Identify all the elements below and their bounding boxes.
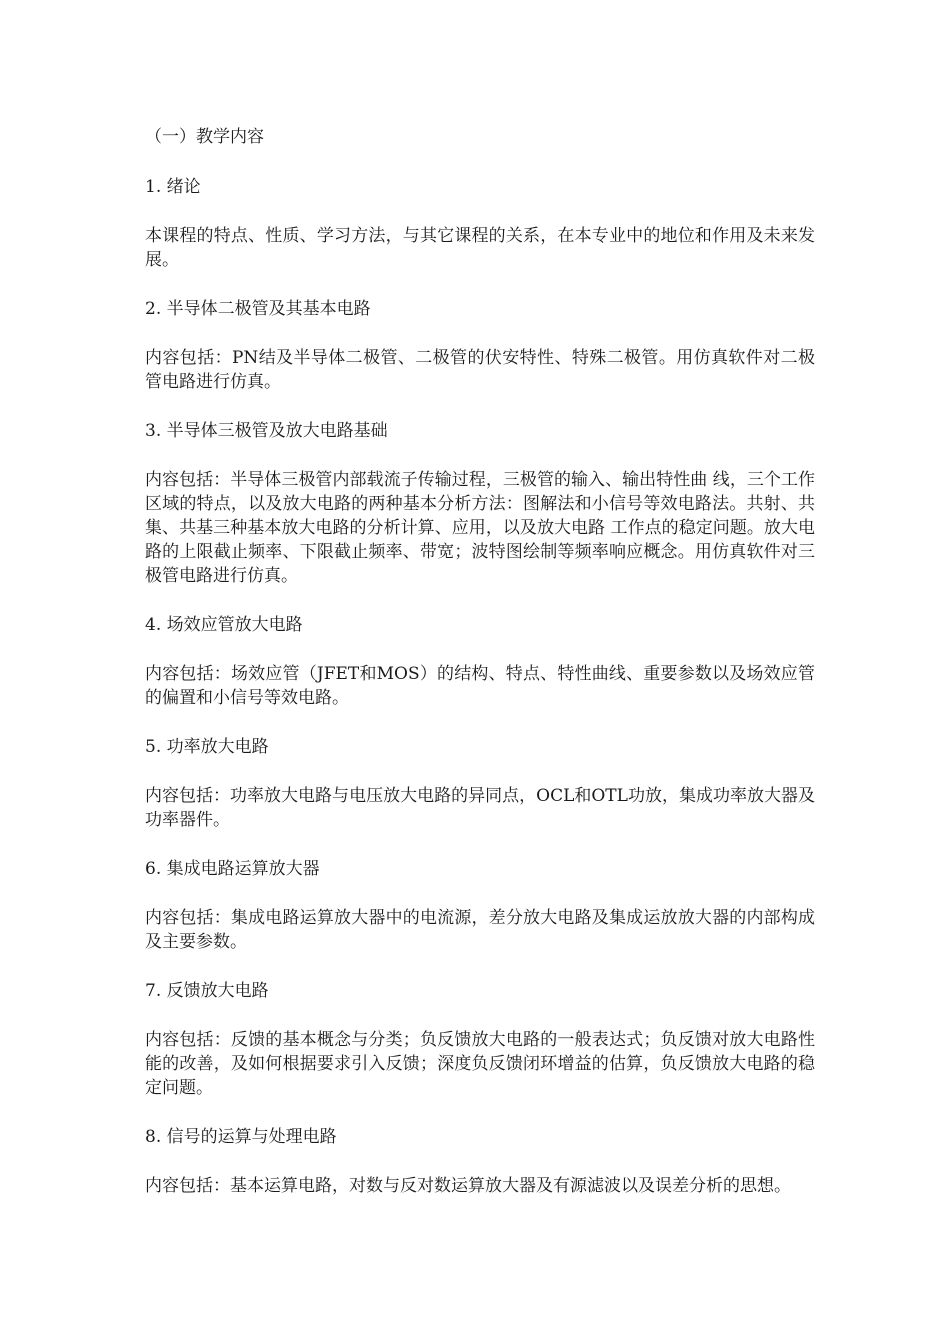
section-title-4: 4. 场效应管放大电路 <box>145 615 303 635</box>
section-title-6: 6. 集成电路运算放大器 <box>145 859 320 879</box>
section-body-5: 内容包括：功率放大电路与电压放大电路的异同点，OCL和OTL功放，集成功率放大器及功率器件。 <box>145 786 815 830</box>
section-body-8: 内容包括：基本运算电路，对数与反对数运算放大器及有源滤波以及误差分析的思想。 <box>145 1176 791 1196</box>
section-body-2: 内容包括：PN结及半导体二极管、二极管的伏安特性、特殊二极管。用仿真软件对二极管电路进行仿真。 <box>145 348 815 392</box>
section-body-6: 内容包括：集成电路运算放大器中的电流源，差分放大电路及集成运放放大器的内部构成及主要参数。 <box>145 908 815 952</box>
section-body-4: 内容包括：场效应管（JFET和MOS）的结构、特点、特性曲线、重要参数以及场效应管的偏置和小信号等效电路。 <box>145 664 815 708</box>
section-title-1: 1. 绪论 <box>145 177 201 197</box>
page-heading: （一）教学内容 <box>145 127 264 147</box>
section-title-2: 2. 半导体二极管及其基本电路 <box>145 299 371 319</box>
section-title-7: 7. 反馈放大电路 <box>145 981 269 1001</box>
section-body-3: 内容包括：半导体三极管内部载流子传输过程，三极管的输入、输出特性曲 线，三个工作区域的特点，以及放大电路的两种基本分析方法：图解法和小信号等效电路法。共射、共集、共基三种基本放大电路的分析计算、应用，以及放大电路 工作点的稳定问题。放大电路的上限截止频率、下限截止频率、带宽；波特图绘制等频率响应概念。用仿真软件对三极管电路进行仿真。 <box>145 470 815 586</box>
section-body-1: 本课程的特点、性质、学习方法，与其它课程的关系，在本专业中的地位和作用及未来发展。 <box>145 226 815 270</box>
section-title-5: 5. 功率放大电路 <box>145 737 269 757</box>
section-title-8: 8. 信号的运算与处理电路 <box>145 1127 337 1147</box>
section-body-7: 内容包括：反馈的基本概念与分类；负反馈放大电路的一般表达式；负反馈对放大电路性能的改善，及如何根据要求引入反馈；深度负反馈闭环增益的估算，负反馈放大电路的稳定问题。 <box>145 1030 815 1098</box>
section-title-3: 3. 半导体三极管及放大电路基础 <box>145 421 388 441</box>
document-page <box>145 124 815 1222</box>
